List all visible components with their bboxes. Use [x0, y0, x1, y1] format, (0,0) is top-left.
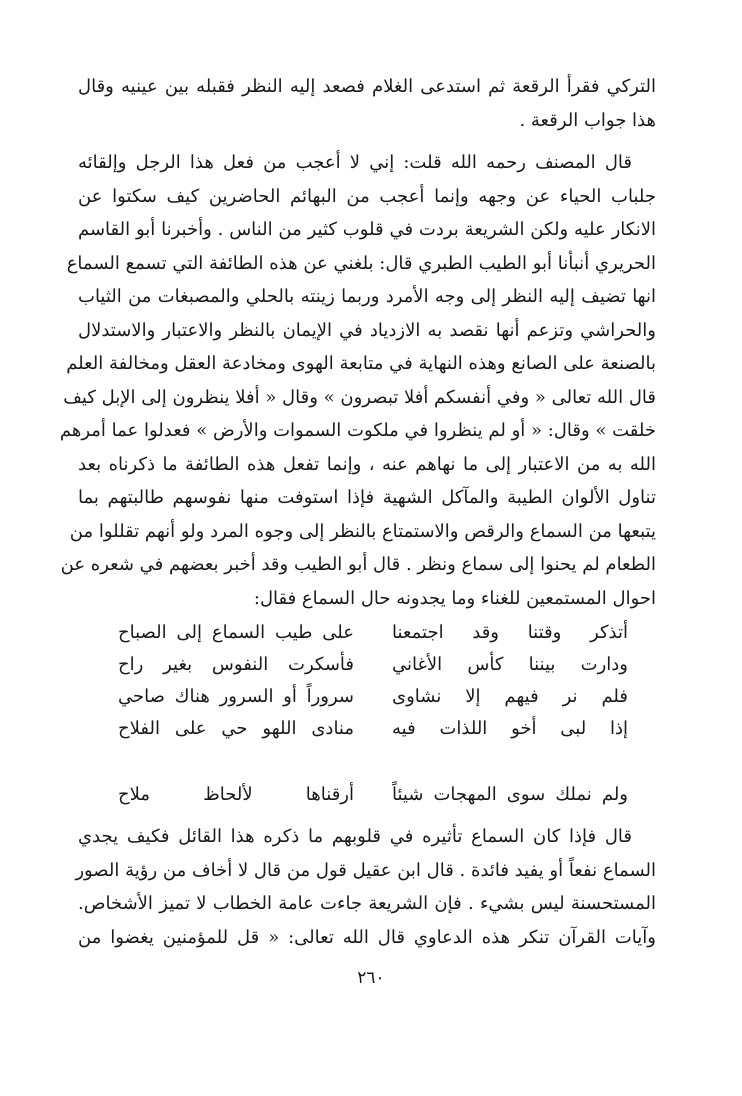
verse-second-hemistich: سروراً أو السرور هناك صاحي	[118, 686, 354, 707]
text-line: الحريري أنبأنا أبو الطيب الطبري قال: بلغني عن هذه الطائفة التي تسمع السماع	[66, 252, 656, 274]
verse-second-hemistich: فأسكرت النفوس بغير راح	[118, 654, 354, 675]
text-line: بالصنعة على الصانع وهذه النهاية في متابعة الهوى ومخادعة العقل ومخالفة العلم	[66, 353, 656, 374]
verse-second-hemistich: على طيب السماع إلى الصباح	[118, 622, 354, 643]
text-line: تناول الألوان الطيبة والمآكل الشهية فإذا استوفت منها نفوسهم طالبتهم بما	[78, 487, 656, 508]
text-line: الله به من الاعتبار إلى ما نهاهم عنه ، وإنما تفعل هذه الطائفة ما ذكرناه بعد	[78, 453, 656, 475]
verse-first-hemistich: ودارت بيننا كأس الأغاني	[392, 654, 628, 675]
text-line: والحراشي وتزعم أنها نقصد به الازدياد في الإيمان بالنظر والاعتبار والاستدلال	[78, 319, 656, 341]
verse-first-hemistich: أتذكر وقتنا وقد اجتمعنا	[392, 622, 628, 643]
paragraph-main	[59, 146, 656, 615]
text-line: يتبعها من السماع والرقص والاستمتاع بالنظر إلى وجوه المرد ولو أنهم تقللوا من	[69, 520, 656, 542]
verse-second-hemistich: أرقناها لألحاظ ملاح	[118, 784, 354, 805]
text-line: الانكار عليه ولكن الشريعة بردت في قلوب كثير من الناس . وأخبرنا أبو القاسم	[78, 219, 656, 240]
poem-verse	[118, 686, 628, 720]
text-line: الطعام لم يحنوا إلى سماع ونظر . قال أبو الطيب وقد أخبر بعضهم في شعره عن	[60, 554, 656, 575]
verse-second-hemistich: منادى اللهو حي على الفلاح	[118, 718, 354, 739]
poem-verse	[118, 622, 628, 656]
verse-first-hemistich: إذا لبى أخو اللذات فيه	[392, 718, 628, 739]
text-line: السماع نفعاً أو يفيد فائدة . قال ابن عقيل قول من قال لا أخاف من رؤية الصور	[75, 859, 656, 881]
poem-verse	[118, 784, 628, 818]
text-line: خلقت » وقال: « أو لم ينظروا في ملكوت السموات والأرض » فعدلوا عما أمرهم	[59, 420, 656, 441]
text-line: المستحسنة ليس بشيء . فإن الشريعة جاءت عامة الخطاب لا تميز الأشخاص.	[78, 893, 656, 914]
text-line: احوال المستمعين للغناء وما يجدونه حال السماع فقال:	[253, 587, 656, 609]
text-line: قال فإذا كان السماع تأثيره في قلوبهم ما ذكره هذا القائل فكيف يجدي	[78, 826, 632, 847]
paragraph-closing	[75, 820, 656, 954]
text-line: وآيات القرآن تنكر هذه الدعاوي قال الله تعالى: « قل للمؤمنين يغضوا من	[78, 926, 656, 948]
text-line: قال المصنف رحمه الله قلت: إني لا أعجب من فعل هذا الرجل وإلقائه	[78, 152, 632, 173]
text-line: جلباب الحياء عن وجهه وإنما أعجب من البهائم الحاضرين كيف سكتوا عن	[78, 185, 656, 207]
poem-verse	[118, 718, 628, 752]
verse-first-hemistich: ولم نملك سوى المهجات شيئاً	[392, 784, 628, 805]
poem-verse	[118, 654, 628, 688]
paragraph-opening	[78, 70, 656, 137]
text-line: هذا جواب الرقعة .	[519, 109, 656, 131]
verse-first-hemistich: فلم نر فيهم إلا نشاوى	[392, 686, 628, 707]
page-number: ٢٦٠	[357, 968, 385, 988]
text-line: انها تضيف إليه النظر إلى وجه الأمرد وربما زينته بالحلي والمصبغات من الثياب	[78, 286, 656, 307]
text-line: التركي فقرأ الرقعة ثم استدعى الغلام فصعد إليه النظر فقبله بين عينيه وقال	[78, 76, 656, 97]
text-line: قال الله تعالى « وفي أنفسكم أفلا تبصرون » وقال « أفلا ينظرون إلى الإبل كيف	[63, 386, 656, 408]
